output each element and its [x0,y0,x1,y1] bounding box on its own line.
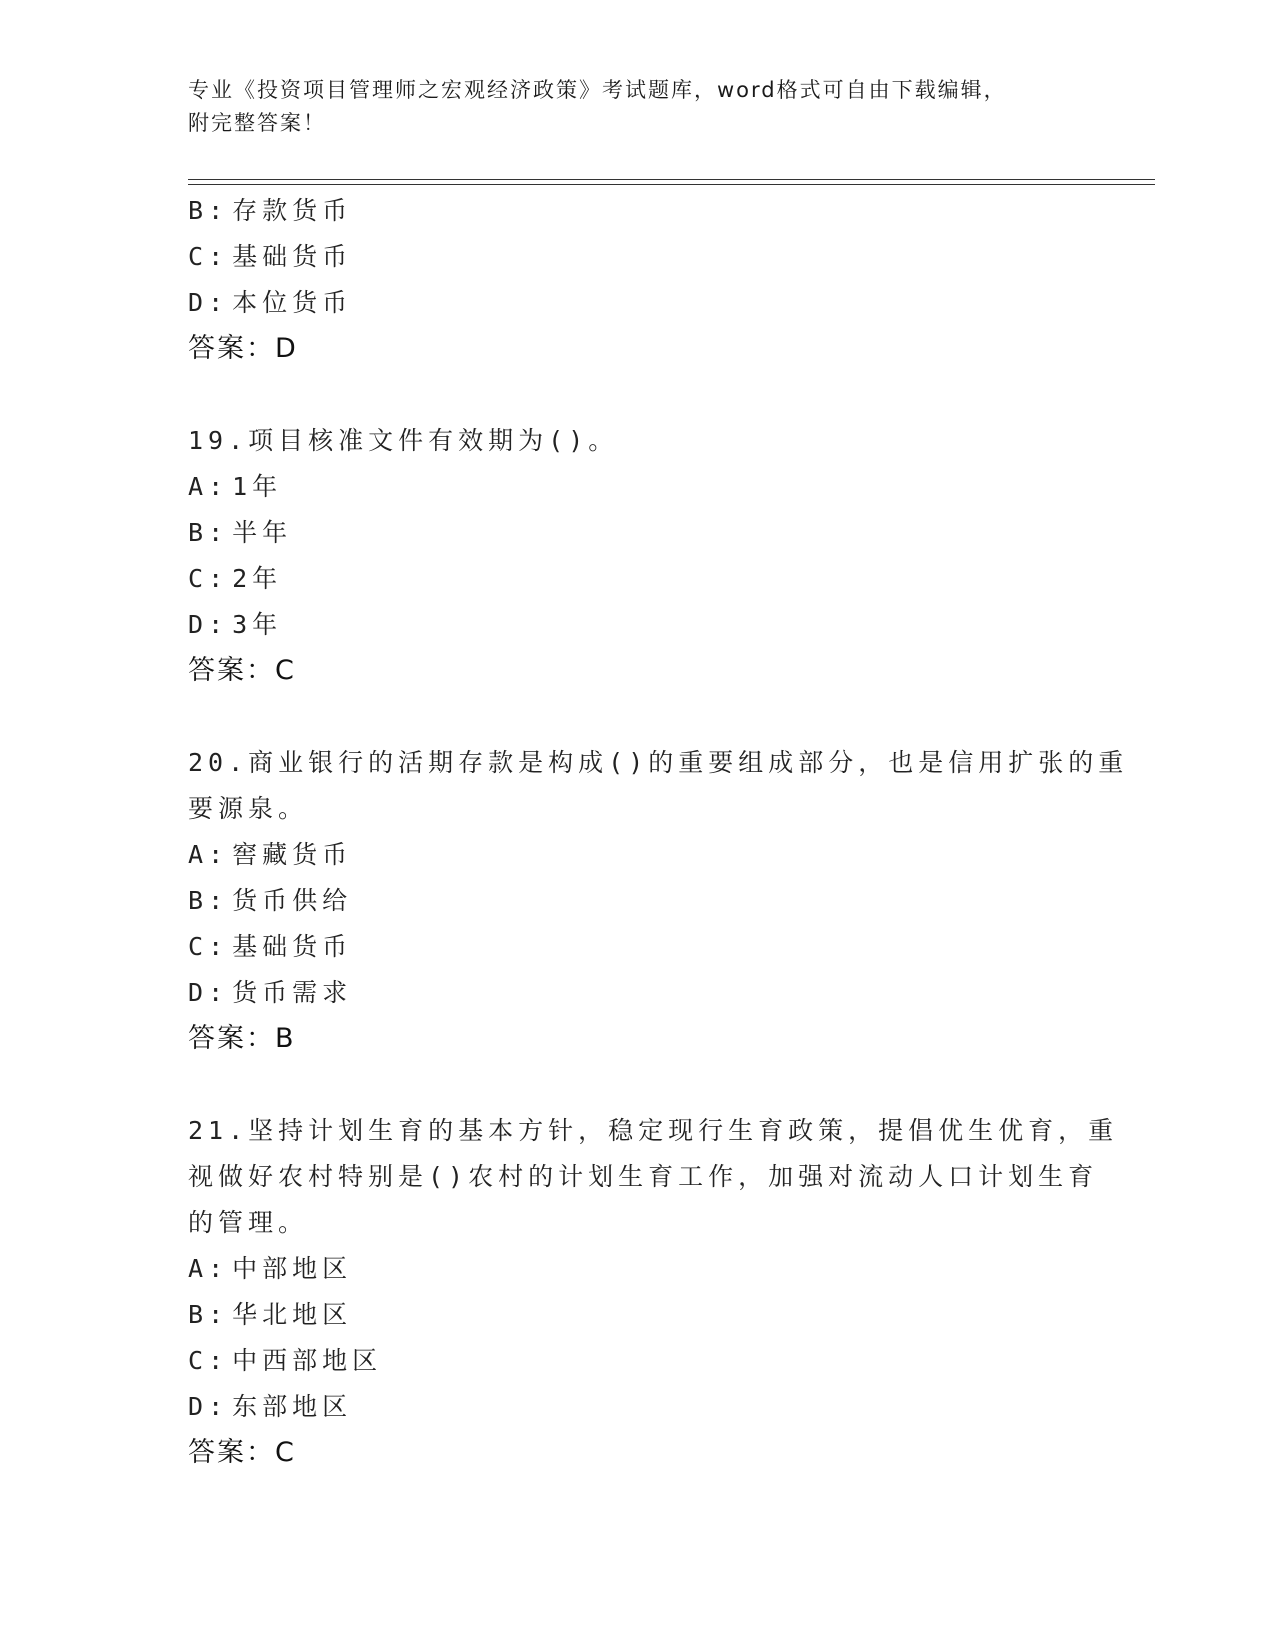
option-line: A: 1年 [188,472,283,501]
header-divider-bottom [188,184,1155,185]
option-key: B [188,1300,209,1329]
answer-line: 答案：C [188,655,296,686]
option-key: A [188,1254,209,1283]
option-text: 3年 [232,610,283,639]
question-stem: 20.商业银行的活期存款是构成()的重要组成部分，也是信用扩张的重 [188,748,1129,777]
question-19 [188,418,1088,694]
header-line-1: 专业《投资项目管理师之宏观经济政策》考试题库，word格式可自由下载编辑， [188,78,1007,102]
question-stem: 19.项目核准文件有效期为()。 [188,426,619,455]
option-line: A: 中部地区 [188,1254,353,1283]
option-line: C: 基础货币 [188,932,353,961]
option-key: A [188,840,209,869]
option-line: D: 东部地区 [188,1392,353,1421]
option-line: C: 2年 [188,564,283,593]
option-line: D: 3年 [188,610,283,639]
option-line: C: 中西部地区 [188,1346,383,1375]
option-text: 存款货币 [232,196,353,225]
option-line: C: 基础货币 [188,242,353,271]
option-key: A [188,472,209,501]
spacer [188,1062,1088,1108]
question-20 [188,740,1129,1062]
option-key: D [188,288,209,317]
option-line: D: 本位货币 [188,288,353,317]
option-key: D [188,1392,209,1421]
option-line: B: 华北地区 [188,1300,353,1329]
document-header [188,74,1088,140]
option-line: B: 存款货币 [188,196,353,225]
option-key: C [188,1346,209,1375]
question-stem: 21.坚持计划生育的基本方针，稳定现行生育政策，提倡优生优育，重 [188,1116,1119,1145]
option-line: A: 窖藏货币 [188,840,353,869]
spacer [188,372,1088,418]
question-stem: 要源泉。 [188,794,309,823]
question-stem: 视做好农村特别是()农村的计划生育工作，加强对流动人口计划生育 [188,1162,1099,1191]
question-list [188,188,1129,1476]
option-key: D [188,978,209,1007]
option-text: 中部地区 [232,1254,353,1283]
question-stem: 的管理。 [188,1208,309,1237]
option-key: D [188,610,209,639]
option-key: B [188,196,209,225]
option-text: 货币需求 [232,978,353,1007]
option-text: 本位货币 [232,288,353,317]
option-text: 中西部地区 [232,1346,383,1375]
spacer [188,694,1088,740]
header-divider-top [188,179,1155,180]
option-text: 半年 [232,518,293,547]
question-21 [188,1108,1119,1476]
answer-line: 答案：B [188,1023,296,1054]
answer-line: 答案：C [188,1437,296,1468]
option-text: 东部地区 [232,1392,353,1421]
continued-question [188,188,1088,372]
option-key: C [188,564,209,593]
option-key: B [188,518,209,547]
option-key: C [188,242,209,271]
answer-line: 答案：D [188,333,298,364]
option-text: 华北地区 [232,1300,353,1329]
option-text: 货币供给 [232,886,353,915]
option-text: 基础货币 [232,242,353,271]
option-text: 1年 [232,472,283,501]
option-key: C [188,932,209,961]
option-text: 窖藏货币 [232,840,353,869]
option-text: 2年 [232,564,283,593]
option-key: B [188,886,209,915]
option-line: B: 货币供给 [188,886,353,915]
option-line: B: 半年 [188,518,293,547]
option-line: D: 货币需求 [188,978,353,1007]
header-line-2: 附完整答案！ [188,111,326,135]
option-text: 基础货币 [232,932,353,961]
